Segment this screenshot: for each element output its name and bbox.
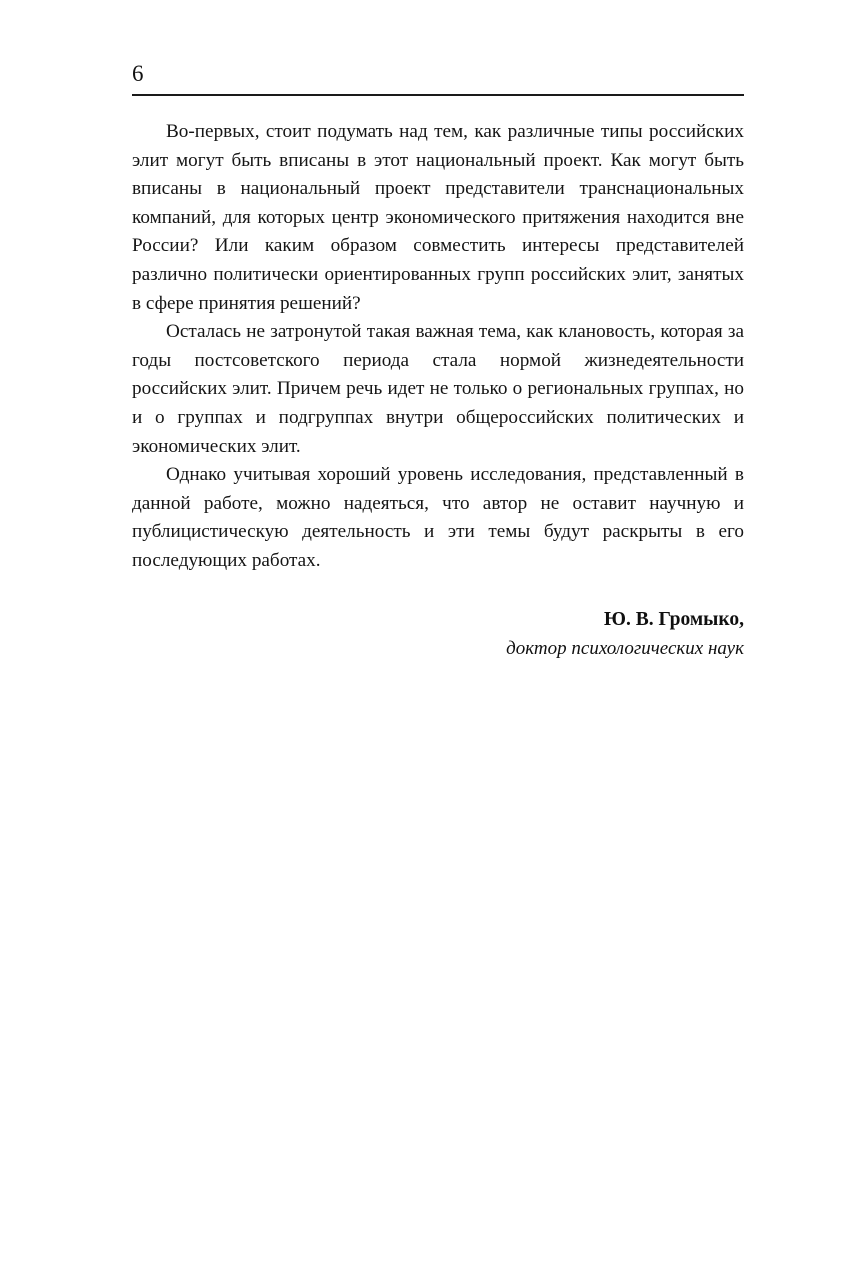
paragraph: Однако учитывая хороший уровень исследования, представленный в данной работе, можно надеяться, что автор не оставит научную и публицистическую деятельность и эти темы будут раскрыты в его последующих работах. <box>132 464 744 571</box>
paragraph: Осталась не затронутой такая важная тема, как клановость, которая за годы постсоветского периода стала нормой жизнедеятельности российских элит. Причем речь идет не только о региональных группах, но и о группах и подгруппах внутри общероссийских политических и экономических элит. <box>132 321 744 457</box>
body-text <box>132 118 744 576</box>
paragraph: Во-первых, стоит подумать над тем, как различные типы российских элит могут быть вписаны в этот национальный проект. Как могут быть вписаны в национальный проект представители транснациональных компаний, для которых центр экономического притяжения находится вне России? Или каким образом совместить интересы представителей различно политически ориентированных групп российских элит, занятых в сфере принятия решений? <box>132 121 744 314</box>
signature-name: Ю. В. Громыко, <box>604 608 744 630</box>
page-number: 6 <box>132 61 144 86</box>
page-content <box>132 62 744 662</box>
header-rule <box>132 94 744 96</box>
signature-title: доктор психологических наук <box>506 637 744 659</box>
signature-block <box>132 606 744 662</box>
